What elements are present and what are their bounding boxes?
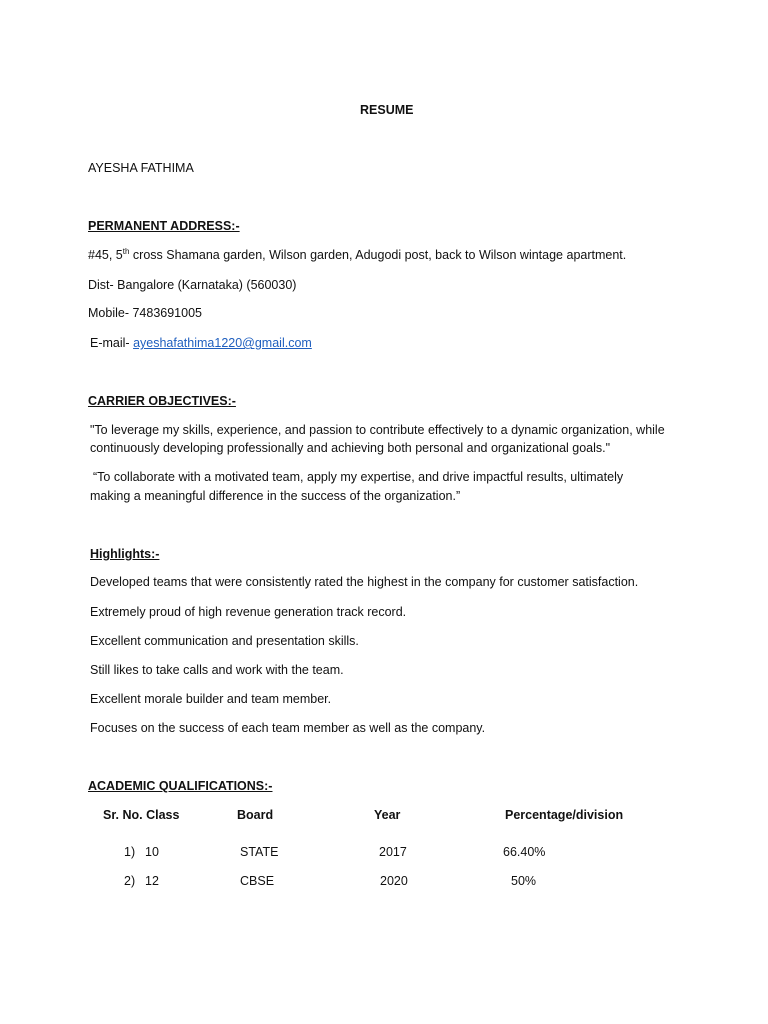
mobile-line: Mobile- 7483691005	[88, 306, 202, 320]
objective-2-line-2: making a meaningful difference in the success of the organization.”	[90, 489, 461, 503]
address-line-sup: th	[122, 246, 130, 256]
highlight-item: Developed teams that were consistently rated the highest in the company for customer satisfaction.	[90, 575, 639, 589]
row-2-year: 2020	[380, 874, 408, 888]
objectives-heading: CARRIER OBJECTIVES:-	[88, 394, 236, 408]
highlight-item: Focuses on the success of each team member as well as the company.	[90, 721, 486, 735]
address-heading: PERMANENT ADDRESS:-	[88, 219, 240, 233]
highlight-item: Excellent morale builder and team member.	[90, 692, 332, 706]
highlight-item: Excellent communication and presentation skills.	[90, 634, 359, 648]
candidate-name: AYESHA FATHIMA	[88, 161, 194, 175]
highlights-heading: Highlights:-	[90, 547, 160, 561]
email-link[interactable]: ayeshafathima1220@gmail.com	[133, 336, 312, 350]
row-2-board: CBSE	[240, 874, 275, 888]
address-line	[88, 246, 626, 264]
address-line-start: #45, 5	[88, 248, 123, 262]
row-1-class: 10	[145, 845, 159, 859]
row-1-percentage: 66.40%	[503, 845, 546, 859]
col-header-srno-class: Sr. No. Class	[103, 808, 180, 822]
row-1-board: STATE	[240, 845, 279, 859]
objective-2-line-1: “To collaborate with a motivated team, apply my expertise, and drive impactful results, ultimately	[93, 470, 624, 484]
col-header-percentage: Percentage/division	[505, 808, 624, 822]
address-line-end: cross Shamana garden, Wilson garden, Adugodi post, back to Wilson wintage apartment.	[129, 248, 627, 262]
highlight-item: Still likes to take calls and work with the team.	[90, 663, 344, 677]
objective-1-line-2: continuously developing professionally and achieving both personal and organizational goals."	[90, 441, 611, 455]
academics-heading: ACADEMIC QUALIFICATIONS:-	[88, 779, 273, 793]
row-2-class: 12	[145, 874, 159, 888]
email-label: E-mail-	[90, 336, 134, 350]
col-header-year: Year	[374, 808, 401, 822]
email-line	[90, 334, 312, 352]
row-2-number: 2)	[124, 874, 136, 888]
district-line: Dist- Bangalore (Karnataka) (560030)	[88, 278, 297, 292]
objective-1-line-1: "To leverage my skills, experience, and passion to contribute effectively to a dynamic organization, while	[90, 423, 665, 437]
page-title: RESUME	[360, 103, 414, 117]
row-2-percentage: 50%	[511, 874, 537, 888]
row-1-year: 2017	[379, 845, 407, 859]
highlight-item: Extremely proud of high revenue generation track record.	[90, 605, 407, 619]
row-1-number: 1)	[124, 845, 136, 859]
col-header-board: Board	[237, 808, 274, 822]
